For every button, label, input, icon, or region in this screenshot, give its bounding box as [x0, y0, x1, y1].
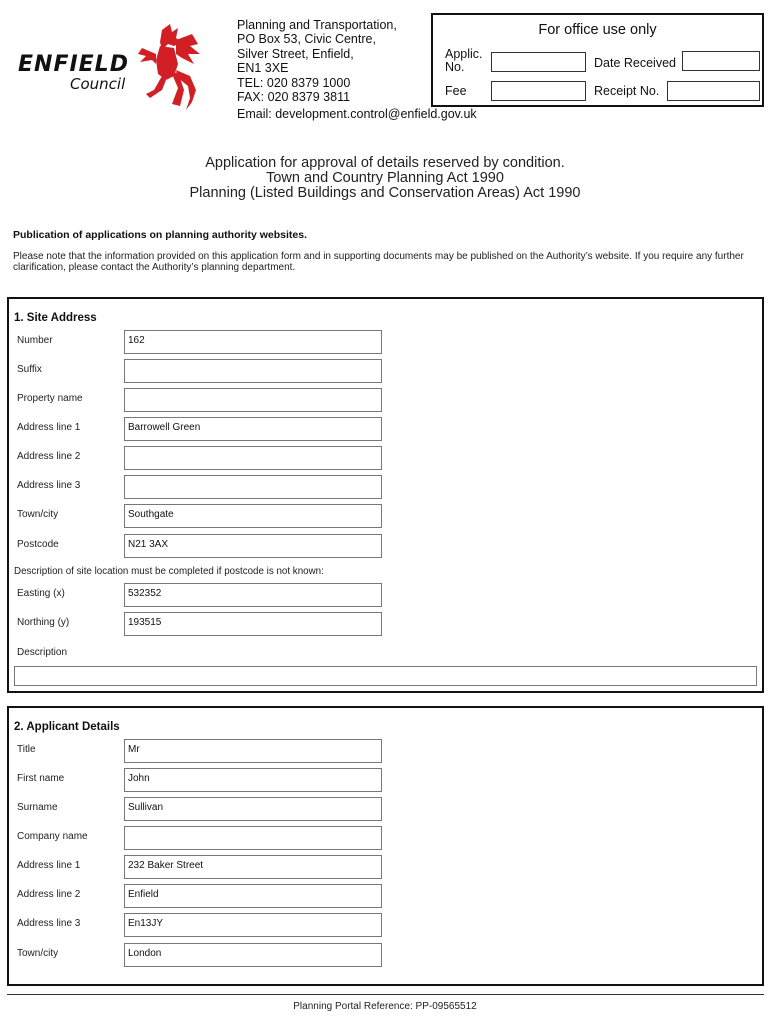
- site-address-title: 1. Site Address: [14, 312, 97, 324]
- site-property-name-field[interactable]: [124, 388, 382, 412]
- northing-label: Northing (y): [17, 617, 70, 628]
- receipt-no-label: Receipt No.: [594, 84, 660, 98]
- address-line: FAX: 020 8379 3811: [237, 90, 351, 105]
- site-address-section: [7, 297, 764, 693]
- applicant-surname-field[interactable]: Sullivan: [124, 797, 382, 821]
- site-address-line3-field[interactable]: [124, 475, 382, 499]
- applicant-first-name-field[interactable]: John: [124, 768, 382, 792]
- site-address-line2-label: Address line 2: [17, 451, 81, 462]
- site-number-label: Number: [17, 335, 53, 346]
- applicant-title: 2. Applicant Details: [14, 721, 120, 733]
- date-received-label: Date Received: [594, 56, 676, 70]
- applicant-surname-label: Surname: [17, 802, 58, 813]
- address-line: TEL: 020 8379 1000: [237, 75, 351, 90]
- applicant-first-name-label: First name: [17, 773, 65, 784]
- site-postcode-label: Postcode: [17, 539, 59, 550]
- applicant-title-field[interactable]: Mr: [124, 739, 382, 763]
- fee-field[interactable]: [491, 81, 586, 101]
- site-address-line2-field[interactable]: [124, 446, 382, 470]
- dragon-emblem-icon: [132, 24, 204, 117]
- site-address-line3-label: Address line 3: [17, 480, 81, 491]
- receipt-no-field[interactable]: [667, 81, 760, 101]
- address-line: Planning and Transportation,: [237, 18, 397, 32]
- address-line: EN1 3XE: [237, 61, 289, 76]
- office-use-box: [431, 13, 764, 107]
- applicant-company-label: Company name: [17, 831, 88, 842]
- council-logo: [18, 54, 129, 92]
- form-title-line: Application for approval of details reserved by condition.: [205, 155, 565, 171]
- publication-note: Please note that the information provided on this application form and in supporting documents may be published on the Authority’s website. If you require any further clarification, please contact the Authority’s planning department.: [13, 251, 744, 273]
- form-title: [0, 156, 770, 201]
- portal-reference: Planning Portal Reference: PP-09565512: [293, 1001, 477, 1012]
- council-address: [237, 18, 397, 104]
- applic-no-label: Applic. No.: [445, 47, 483, 74]
- applicant-title-label: Title: [17, 744, 36, 755]
- form-title-line: Town and Country Planning Act 1990: [266, 170, 504, 186]
- site-suffix-label: Suffix: [17, 364, 42, 375]
- office-use-title: For office use only: [538, 22, 657, 38]
- site-address-line1-label: Address line 1: [17, 422, 81, 433]
- site-town-field[interactable]: Southgate: [124, 504, 382, 528]
- site-town-label: Town/city: [17, 509, 59, 520]
- applicant-address-line2-field[interactable]: Enfield: [124, 884, 382, 908]
- address-line: PO Box 53, Civic Centre,: [237, 32, 376, 47]
- fee-label: Fee: [445, 84, 467, 98]
- site-location-note: Description of site location must be completed if postcode is not known:: [14, 566, 324, 577]
- site-property-name-label: Property name: [17, 393, 83, 404]
- logo-word-enfield: ENFIELD: [18, 52, 129, 77]
- applicant-town-field[interactable]: London: [124, 943, 382, 967]
- address-line: Silver Street, Enfield,: [237, 46, 354, 61]
- site-description-field[interactable]: [14, 666, 757, 686]
- applicant-town-label: Town/city: [17, 948, 59, 959]
- applicant-address-line3-field[interactable]: En13JY: [124, 913, 382, 937]
- easting-label: Easting (x): [17, 588, 65, 599]
- site-suffix-field[interactable]: [124, 359, 382, 383]
- site-address-line1-field[interactable]: Barrowell Green: [124, 417, 382, 441]
- form-title-line: Planning (Listed Buildings and Conservation Areas) Act 1990: [189, 185, 581, 201]
- applic-no-field[interactable]: [491, 52, 586, 72]
- date-received-field[interactable]: [682, 51, 760, 71]
- northing-field[interactable]: 193515: [124, 612, 382, 636]
- site-number-field[interactable]: 162: [124, 330, 382, 354]
- footer-divider: [7, 994, 764, 995]
- applicant-address-line2-label: Address line 2: [17, 889, 81, 900]
- site-description-label: Description: [17, 647, 68, 658]
- applicant-address-line3-label: Address line 3: [17, 918, 81, 929]
- publication-heading: Publication of applications on planning authority websites.: [13, 229, 308, 241]
- applicant-section: [7, 706, 764, 986]
- applicant-address-line1-field[interactable]: 232 Baker Street: [124, 855, 382, 879]
- council-email: Email: development.control@enfield.gov.uk: [237, 107, 477, 121]
- easting-field[interactable]: 532352: [124, 583, 382, 607]
- applicant-company-field[interactable]: [124, 826, 382, 850]
- site-postcode-field[interactable]: N21 3AX: [124, 534, 382, 558]
- applicant-address-line1-label: Address line 1: [17, 860, 81, 871]
- logo-word-council: Council: [70, 75, 126, 93]
